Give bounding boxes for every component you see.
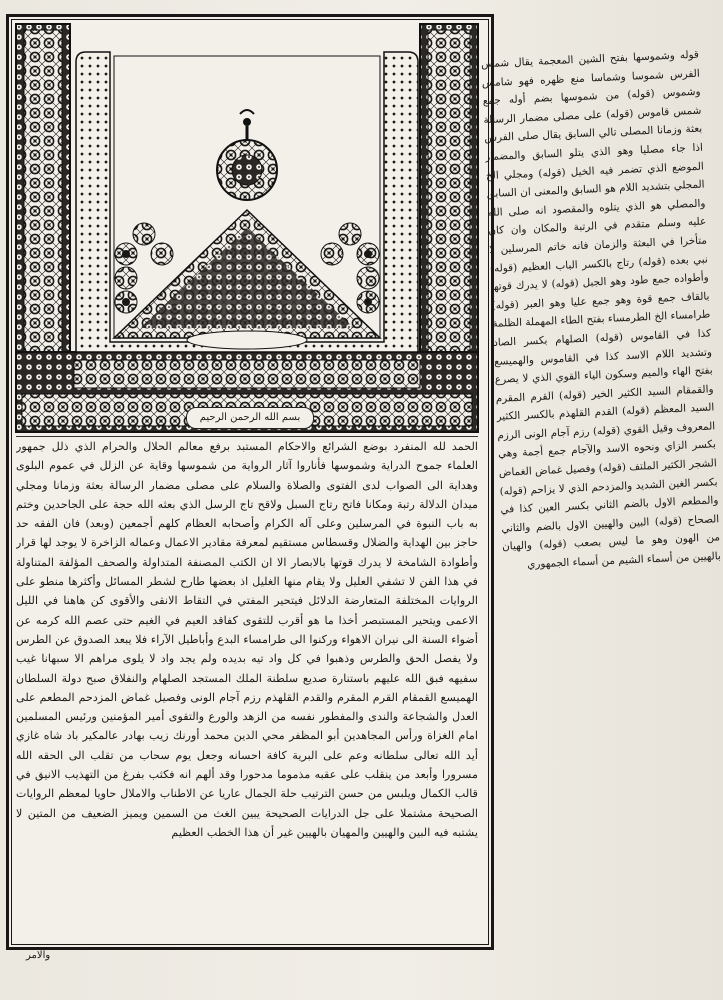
main-text-block xyxy=(16,436,478,939)
marginal-commentary xyxy=(481,46,723,945)
catchword: والامر xyxy=(26,950,51,961)
basmala-cartouche: بسم الله الرحمن الرحيم xyxy=(186,407,314,429)
marginal-commentary-paragraph: قوله وشموسها بفتح الشين المعجمة يقال شمس الفرس شموسا وشماسا منع ظهره فهو شامس وشموس (قوله) من شموسها بضم أوله جمع شمس قاموس (قوله) على مصلى مضمار الرسالة بعثة وزمانا المصلى تالي السابق يقال صلى الفرس اذا جاء مصليا وهو الذي يتلو السابق والمضمار الموضع الذي تضمر فيه الخيل (قوله) ومجلي الخ المجلي بتشديد اللام هو السابق والمعنى ان السابق والمصلي هو الذي يتلوه والمقصود انه صلى الله عليه وسلم متقدم في الرتبة والمكان وان كان متأخرا في البعثة والزمان فانه خاتم المرسلين لا نبي بعده (قوله) رتاج بالكسر الباب العظيم (قوله) وأطواده جمع طود وهو الجبل (قوله) لا يدرك قوتها بالقاف جمع قوة وهو جمع عليا وهو العبر (قوله) طرامساء الخ الطرمساء بفتح الطاء المهملة الظلمة كذا في القاموس (قوله) الصلهام بكسر الصاد وتشديد اللام الاسد كذا في القاموس والهميسع بفتح الهاء والميم وسكون الياء القوي الذي لا يصرع والقمقام السيد الكثير الخير (قوله) القرم المقرم السيد المعظم (قوله) القدم القلهذم بالكسر الكثير المعروف وقيل القوي (قوله) رزم آجام الونى الرزم بكسر الزاي ونحوه الاسد والآجام جمع أجمة وهي الشجر الكثير الملتف (قوله) وفصيل غماض الغماض بكسر الغين الشديد والمزدحم الذي لا يزاحم (قوله) والمطعم الاول بالضم الثاني بكسر العين كذا في الصحاح (قوله) البين والهيين الاول بالضم والثاني من الهون وهو ما ليس بصعب (قوله) والهيان بالهيين من أسماء الشيم من أسماء الجمهوري xyxy=(480,48,722,571)
ornamental-headpiece xyxy=(14,22,480,434)
faded-top-text xyxy=(260,2,420,12)
main-text-paragraph: الحمد لله المنفرد بوضع الشرائع والاحكام المستبد برفع معالم الحلال والحرام الذي ذلل جمهور العلماء جموح الدراية وشموسها فأناروا آثار الرواية من شموسها وقاية عن الزلل في عموم البلوى وهداية الى الصواب لدى الفتوى والصلاة والسلام على مصلى مضمار الرسالة بعثة وزمانا ومجلي ميدان الدلالة رتبة ومكانا فاتح رتاج السبل ولاقح تاج الرسل الذي بعثه الله حجة على الجاحدين وختم به باب النبوة في المرسلين وعلى آله الكرام وأصحابه العظام كلهم أجمعين (وبعد) فان الفقه حد حاجز بين الهداية والضلال وقسطاس مستقيم لمعرفة مقادير الاعمال وعماله الزاخرة لا يوجد لها قرار وأطوادة الشامخة لا يدرك قوتها بالابصار الا ان الكتب المصنفة المتداولة والصحف المؤلفة المتناولة في هذا الفن لا تشفي العليل ولا يقام منها الغليل اذ بعضها طارح لشطر المسائل وأكثرها منطو على الروايات المختلفة المتعارضة الدلائل فيتحير المفتي في التقاط الانقى والأقوى كن هاهنا في الليل الاعمى ويتحير المستبصر أخذا ما هو أقرب للتقوى كفاقد العيم في الغيم حتى عصم الله كرمه عن أضواء السنة الى نيران الاهواء وركنوا الى طرامساء البدع وأباطيل الآراء فلا يبعد الصدوق عن الطرس ولا يفصل الحق والطرس وذهبوا في كل واد تيه بديده ولم يجد واد لا يلوى مراهم الا سبهانا غيب سفيهه فبق الله عليهم باستنارة صديع سلطنة الملك المستجد الصلهام والنفلاق صبح دولة السلطان الهميسع القمقام القرم المقرم والقدم القلهذم رزم آجام الونى وفصيل غماض المزدحم المطعم على العدل والشجاعة والندى والمفطور نفسه من الزهد والورع والتقوى أمير المؤمنين ورئيس المسلمين امام الغزاة ورأس المجاهدين أبو المظفر محي الدين محمد أورنك زيب بهادر عالمكير باد شاه غازي أيد الله تعالى سلطانه وعم على البرية كافة احسانه وجعل يوم سحاب من تقلب الى الحقه الله مسرورا وأبعد من ينقلب على عقبه مذموما مدحورا وقد ألهم انه فكثب بفرغ من التهذيب الانيق في قالب الكمال ويلبس من حسن الترتيب حلة الجمال عاريا عن الاطناب والاملال حاويا لمعظم الروايات الصحيحة مشتملا على جل الدرايات الصحيحة يبين الغث من السمين ويميز الضعيف من المتين لا يشتبه فيه البين والهيين والمهيان بالهيين غير أن هذا الخطب العظيم xyxy=(16,440,478,839)
